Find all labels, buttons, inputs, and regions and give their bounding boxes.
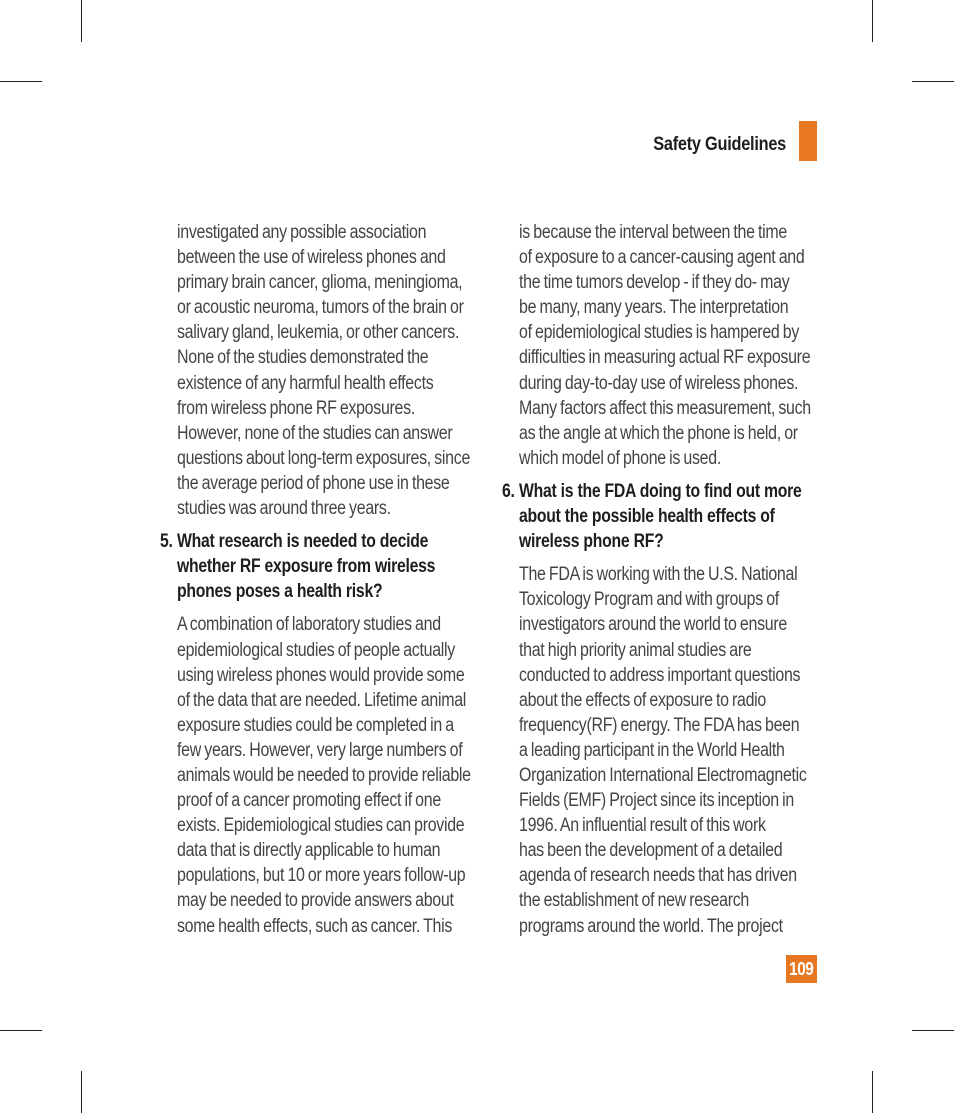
text-line: between the use of wireless phones and [177, 247, 446, 269]
crop-mark-top-left-vertical [81, 0, 82, 42]
text-line: or acoustic neuroma, tumors of the brain or [177, 297, 464, 319]
crop-mark-bottom-left-horizontal [0, 1030, 42, 1031]
crop-mark-top-right-vertical [872, 0, 873, 42]
text-line: has been the development of a detailed [519, 840, 783, 862]
section-title: Safety Guidelines [653, 134, 786, 155]
text-line: few years. However, very large numbers of [177, 739, 463, 761]
text-line: using wireless phones would provide some [177, 664, 465, 686]
text-line: the establishment of new research [519, 890, 750, 912]
text-line: populations, but 10 or more years follow-up [177, 865, 466, 887]
left-paragraph-2 [177, 612, 477, 938]
heading-line: phones poses a health risk? [177, 581, 383, 603]
crop-mark-top-left-horizontal [0, 81, 42, 82]
text-line: of the data that are needed. Lifetime animal [177, 689, 467, 711]
crop-mark-top-right-horizontal [912, 81, 954, 82]
question-heading-6 [502, 479, 819, 554]
text-line: primary brain cancer, glioma, meningioma, [177, 272, 463, 294]
text-line: 1996. An influential result of this work [519, 815, 766, 837]
section-tab-marker [799, 121, 817, 161]
text-line: salivary gland, leukemia, or other cancers. [177, 322, 460, 344]
text-line: Toxicology Program and with groups of [519, 589, 779, 611]
crop-mark-bottom-left-vertical [81, 1071, 82, 1113]
crop-mark-bottom-right-vertical [872, 1071, 873, 1113]
text-line: exposure studies could be completed in a [177, 714, 454, 736]
text-line: studies was around three years. [177, 498, 391, 520]
text-line: animals would be needed to provide reliable [177, 764, 471, 786]
text-line: However, none of the studies can answer [177, 422, 453, 444]
text-line: Fields (EMF) Project since its inception in [519, 790, 795, 812]
text-line: None of the studies demonstrated the [177, 347, 429, 369]
text-line: Organization International Electromagnetic [519, 764, 807, 786]
question-heading-5 [160, 529, 477, 604]
text-line: Many factors affect this measurement, such [519, 397, 811, 419]
text-line: The FDA is working with the U.S. National [519, 564, 798, 586]
text-line: from wireless phone RF exposures. [177, 397, 415, 419]
left-paragraph-1 [177, 220, 477, 521]
page-number-badge [786, 955, 817, 983]
text-line: may be needed to provide answers about [177, 890, 454, 912]
text-line: the time tumors develop - if they do- may [519, 272, 790, 294]
text-line: that high priority animal studies are [519, 639, 752, 661]
right-column [502, 220, 819, 939]
text-line: a leading participant in the World Health [519, 739, 785, 761]
heading-line: What research is needed to decide [177, 531, 429, 553]
text-line: agenda of research needs that has driven [519, 865, 797, 887]
question-number: 6. [502, 480, 515, 502]
text-line: be many, many years. The interpretation [519, 297, 789, 319]
right-paragraph-1 [519, 220, 819, 471]
text-line: questions about long-term exposures, since [177, 447, 471, 469]
text-line: proof of a cancer promoting effect if one [177, 790, 441, 812]
question-number: 5. [160, 531, 173, 553]
text-line: during day-to-day use of wireless phones. [519, 372, 799, 394]
text-line: the average period of phone use in these [177, 472, 450, 494]
text-line: conducted to address important questions [519, 664, 801, 686]
left-column [160, 220, 477, 939]
text-line: investigated any possible association [177, 222, 427, 243]
text-line: A combination of laboratory studies and [177, 614, 441, 636]
text-line: some health effects, such as cancer. This [177, 915, 453, 937]
text-line: programs around the world. The project [519, 915, 783, 937]
text-line: about the effects of exposure to radio [519, 689, 767, 711]
heading-line: whether RF exposure from wireless [177, 556, 436, 578]
heading-line: wireless phone RF? [519, 531, 664, 553]
text-line: frequency(RF) energy. The FDA has been [519, 714, 800, 736]
right-paragraph-2 [519, 562, 819, 938]
text-line: of exposure to a cancer-causing agent and [519, 247, 805, 269]
text-line: investigators around the world to ensure [519, 614, 787, 636]
text-line: of epidemiological studies is hampered by [519, 322, 800, 344]
text-line: difficulties in measuring actual RF exposure [519, 347, 811, 369]
page-number: 109 [789, 959, 814, 979]
text-line: exists. Epidemiological studies can provide [177, 815, 465, 837]
crop-mark-bottom-right-horizontal [912, 1030, 954, 1031]
text-line: existence of any harmful health effects [177, 372, 434, 394]
heading-line: about the possible health effects of [519, 506, 775, 528]
text-line: is because the interval between the time [519, 222, 787, 243]
text-line: data that is directly applicable to human [177, 840, 441, 862]
heading-line: What is the FDA doing to find out more [519, 480, 802, 502]
text-line: epidemiological studies of people actually [177, 639, 455, 661]
text-line: as the angle at which the phone is held, or [519, 422, 798, 444]
text-line: which model of phone is used. [519, 447, 721, 469]
